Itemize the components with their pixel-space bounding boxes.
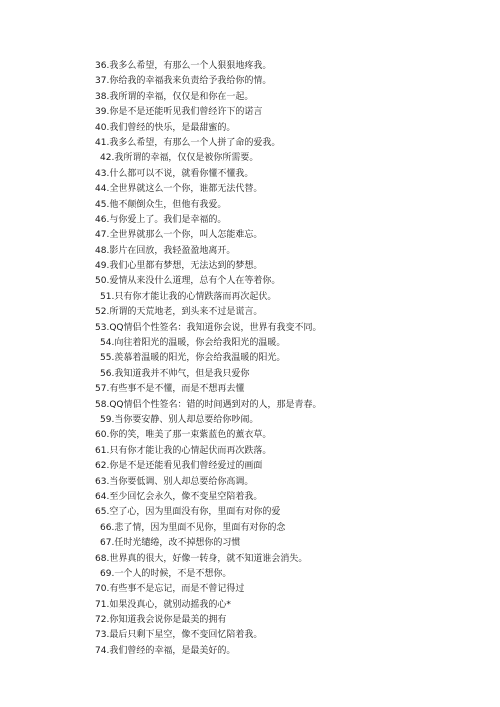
sentence-line: 49.我们心里都有梦想，无法达到的梦想。 [95, 261, 263, 272]
sentence-line: 57.有些事不是不懂，而是不想再去懂 [95, 384, 245, 395]
sentence-line: 70.有些事不是忘记，而是不曾记得过 [95, 584, 245, 595]
sentence-line: 73.最后只剩下星空，像不变回忆陪着我。 [95, 630, 263, 641]
sentence-line: 47.全世界就那么一个你，叫人怎能难忘。 [95, 230, 263, 241]
sentence-line: 64.至少回忆会永久，像不变星空陪着我。 [95, 491, 263, 502]
sentence-line: 71.如果没真心，就别动摇我的心* [95, 599, 231, 610]
sentence-line: 46.与你爱上了。我们是幸福的。 [95, 214, 227, 225]
sentence-line: 67.任时光缱绻，改不掉想你的习惯 [100, 538, 241, 549]
sentence-list [0, 59, 500, 659]
sentence-line: 50.爱情从来没什么道理，总有个人在等着你。 [95, 276, 281, 287]
sentence-line: 69.一个人的时候，不是不想你。 [100, 568, 232, 579]
sentence-line: 56.我知道我并不帅气，但是我只爱你 [100, 368, 250, 379]
sentence-line: 55.羡慕着温暖的阳光，你会给我温暖的阳光。 [100, 353, 286, 364]
sentence-line: 61.只有你才能让我的心情起伏而再次跌落。 [95, 445, 272, 456]
sentence-line: 43.什么都可以不说，就看你懂不懂我。 [95, 168, 254, 179]
sentence-line: 41.我多么希望，有那么一个人拼了命的爱我。 [95, 137, 281, 148]
sentence-line: 48.影片在回放，我轻盈盈地离开。 [95, 245, 236, 256]
sentence-line: 72.你知道我会说你是最美的拥有 [95, 615, 227, 626]
sentence-line: 38.我所谓的幸福，仅仅是和你在一起。 [95, 91, 254, 102]
sentence-line: 51.只有你才能让我的心情跌落而再次起伏。 [100, 291, 277, 302]
sentence-line: 39.你是不是还能听见我们曾经许下的诺言 [95, 107, 263, 118]
sentence-line: 45.他不颠倒众生，但他有我爱。 [95, 199, 227, 210]
sentence-line: 59.当你要安静、别人却总要给你吵闹。 [100, 414, 259, 425]
sentence-line: 63.当你要低调、别人却总要给你高调。 [95, 476, 254, 487]
sentence-line: 62.你是不是还能看见我们曾经爱过的画面 [95, 461, 263, 472]
sentence-line: 53.QQ情侣个性签名：我知道你会说，世界有我变不同。 [95, 322, 322, 333]
sentence-line: 37.你给我的幸福我来负责给予我给你的情。 [95, 76, 272, 87]
sentence-line: 52.所谓的天荒地老，到头来不过是谎言。 [95, 307, 263, 318]
sentence-line: 74.我们曾经的幸福，是最美好的。 [95, 645, 236, 656]
sentence-line: 36.我多么希望，有那么一个人狠狠地疼我。 [95, 61, 272, 71]
sentence-line: 60.你的笑，唯美了那一束紫蓝色的薰衣草。 [95, 430, 272, 441]
sentence-line: 68.世界真的很大，好像一转身，就不知道谁会消失。 [95, 553, 308, 564]
sentence-line: 65.空了心，因为里面没有你，里面有对你的爱 [95, 507, 281, 518]
sentence-line: 42.我所谓的幸福，仅仅是被你所需要。 [100, 153, 259, 164]
sentence-line: 54.向往着阳光的温暖，你会给我阳光的温暖。 [100, 338, 286, 349]
sentence-line: 44.全世界就这么一个你，谁都无法代替。 [95, 184, 263, 195]
sentence-line: 40.我们曾经的快乐，是最甜蜜的。 [95, 122, 236, 133]
sentence-line: 58.QQ情侣个性签名：错的时间遇到对的人，那是青春。 [95, 399, 322, 410]
sentence-line: 66.悲了情，因为里面不见你，里面有对你的念 [100, 522, 286, 533]
